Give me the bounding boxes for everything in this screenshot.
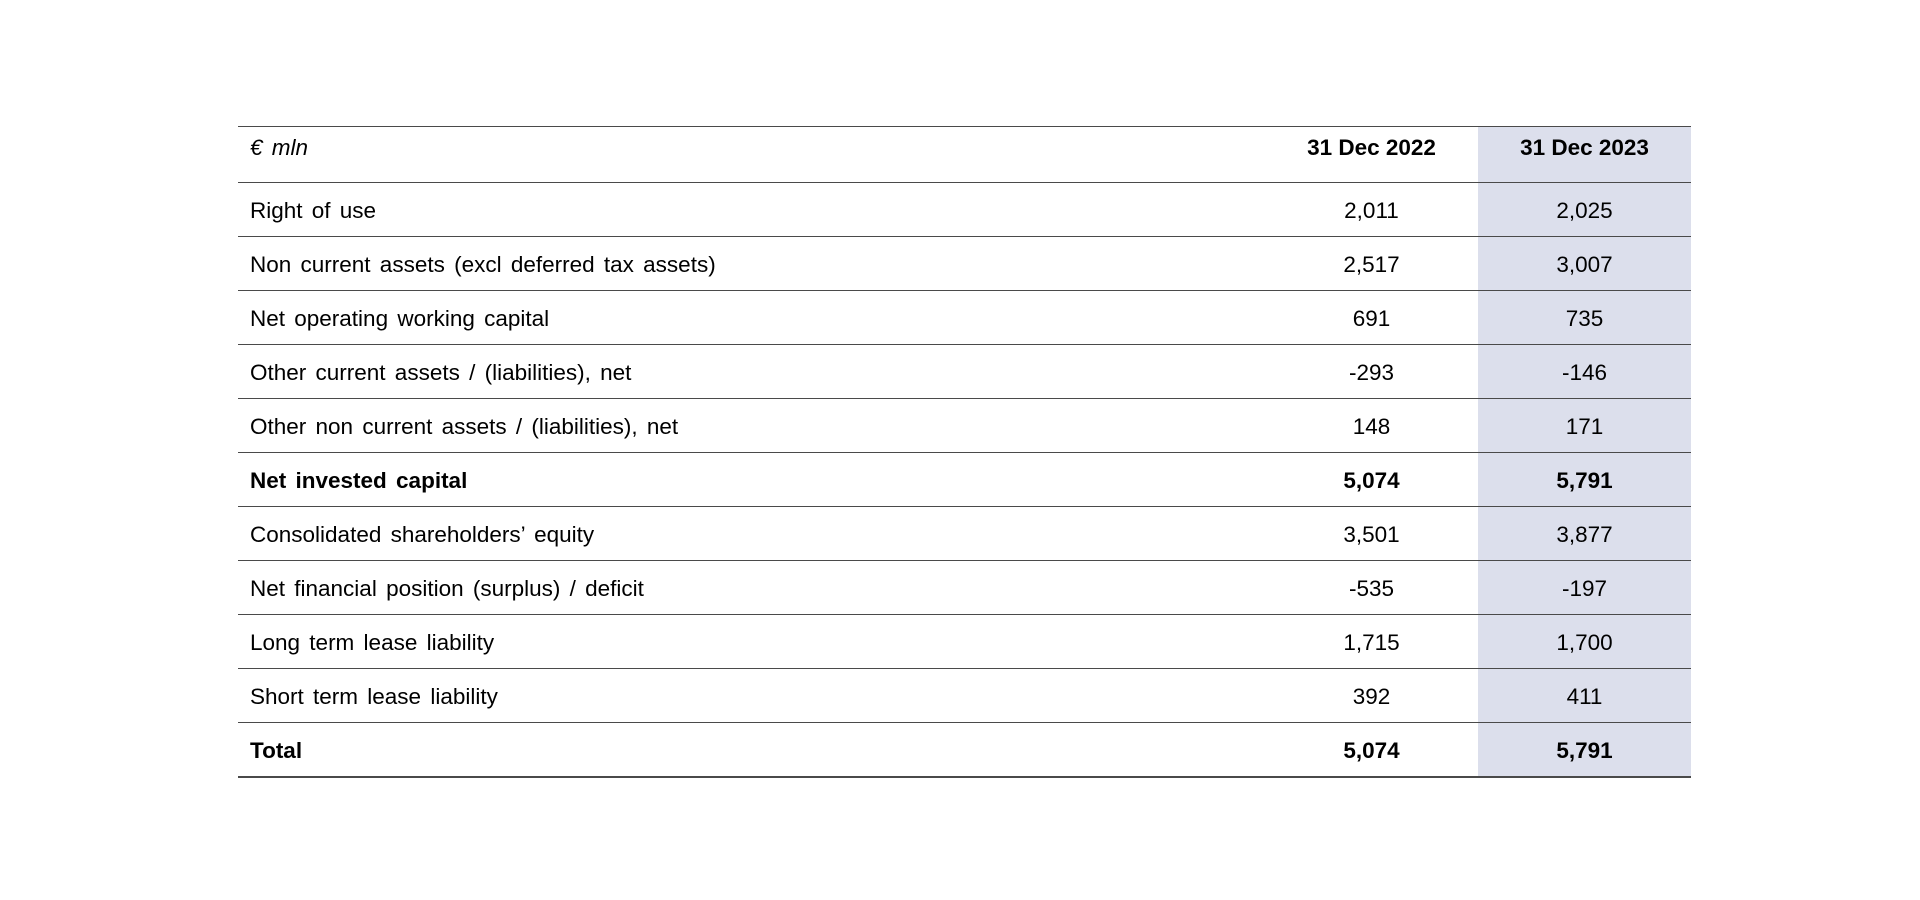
row-label: Net invested capital bbox=[238, 453, 1255, 507]
value-2022: 691 bbox=[1255, 291, 1478, 345]
row-label: Other non current assets / (liabilities), net bbox=[238, 399, 1255, 453]
value-2023: -146 bbox=[1478, 345, 1691, 399]
row-label: Consolidated shareholders’ equity bbox=[238, 507, 1255, 561]
row-label: Net operating working capital bbox=[238, 291, 1255, 345]
value-2023: 735 bbox=[1478, 291, 1691, 345]
value-2023: 5,791 bbox=[1478, 723, 1691, 777]
column-header-2022: 31 Dec 2022 bbox=[1255, 127, 1478, 183]
invested-capital-table bbox=[238, 126, 1691, 778]
value-2022: 148 bbox=[1255, 399, 1478, 453]
value-2023: 1,700 bbox=[1478, 615, 1691, 669]
unit-label: € mln bbox=[238, 127, 1255, 183]
value-2022: 2,011 bbox=[1255, 183, 1478, 237]
table-row bbox=[238, 399, 1691, 453]
value-2023: 411 bbox=[1478, 669, 1691, 723]
value-2022: 2,517 bbox=[1255, 237, 1478, 291]
value-2023: 2,025 bbox=[1478, 183, 1691, 237]
total-row bbox=[238, 723, 1691, 777]
value-2023: 171 bbox=[1478, 399, 1691, 453]
table-row bbox=[238, 345, 1691, 399]
value-2022: -293 bbox=[1255, 345, 1478, 399]
row-label: Right of use bbox=[238, 183, 1255, 237]
table-row bbox=[238, 561, 1691, 615]
row-label: Short term lease liability bbox=[238, 669, 1255, 723]
row-label: Non current assets (excl deferred tax assets) bbox=[238, 237, 1255, 291]
table-row bbox=[238, 615, 1691, 669]
row-label: Other current assets / (liabilities), net bbox=[238, 345, 1255, 399]
value-2022: 5,074 bbox=[1255, 453, 1478, 507]
value-2022: -535 bbox=[1255, 561, 1478, 615]
table-row bbox=[238, 291, 1691, 345]
row-label: Total bbox=[238, 723, 1255, 777]
value-2023: 5,791 bbox=[1478, 453, 1691, 507]
value-2022: 3,501 bbox=[1255, 507, 1478, 561]
value-2022: 5,074 bbox=[1255, 723, 1478, 777]
value-2022: 1,715 bbox=[1255, 615, 1478, 669]
value-2022: 392 bbox=[1255, 669, 1478, 723]
value-2023: -197 bbox=[1478, 561, 1691, 615]
table-row bbox=[238, 669, 1691, 723]
value-2023: 3,007 bbox=[1478, 237, 1691, 291]
value-2023: 3,877 bbox=[1478, 507, 1691, 561]
row-label: Long term lease liability bbox=[238, 615, 1255, 669]
table-header-row bbox=[238, 127, 1691, 183]
subtotal-row bbox=[238, 453, 1691, 507]
column-header-2023: 31 Dec 2023 bbox=[1478, 127, 1691, 183]
table-row bbox=[238, 183, 1691, 237]
table-row bbox=[238, 237, 1691, 291]
table-row bbox=[238, 507, 1691, 561]
row-label: Net financial position (surplus) / deficit bbox=[238, 561, 1255, 615]
